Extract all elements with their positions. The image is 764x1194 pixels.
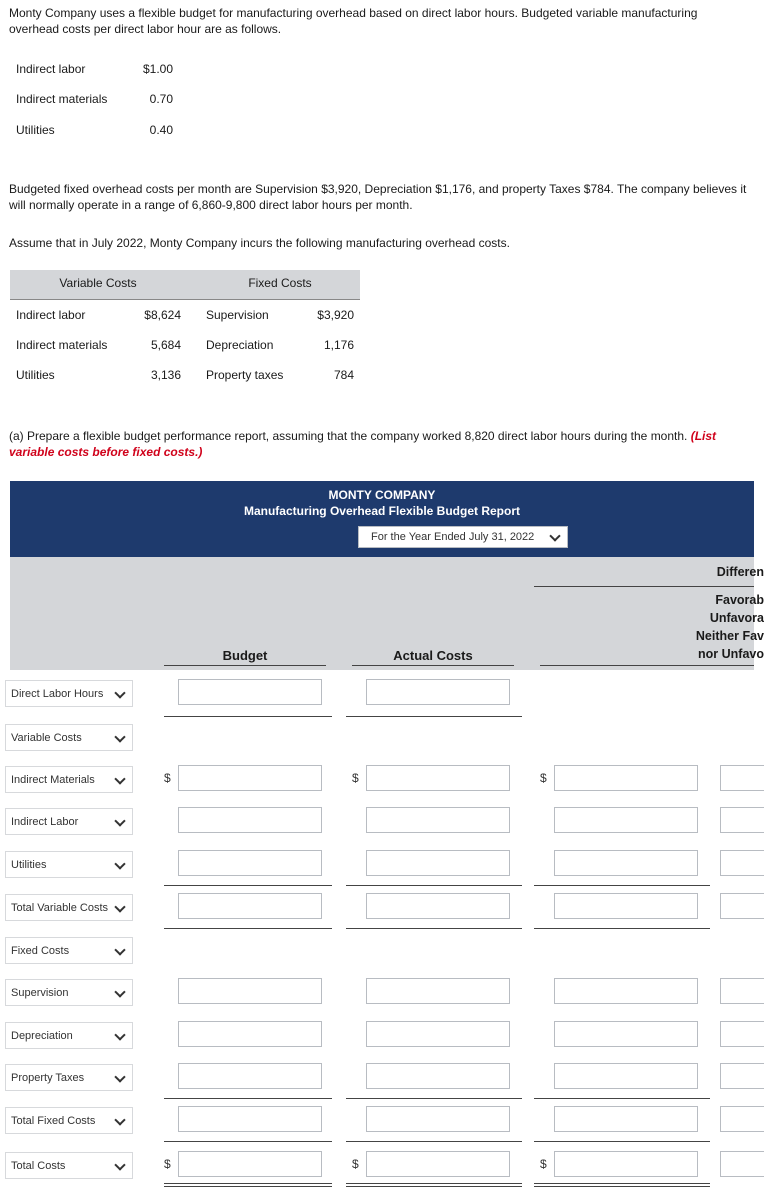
row-label-dropdown-utilities[interactable] — [5, 851, 133, 878]
row-label-dropdown-fixed-costs[interactable] — [5, 937, 133, 964]
budget-input-depreciation[interactable] — [178, 1021, 322, 1047]
row-label-text: Total Costs — [11, 1160, 66, 1172]
total-double-underline — [164, 1183, 332, 1184]
total-underline — [164, 1141, 332, 1142]
row-label-text: Indirect Materials — [11, 774, 95, 786]
total-underline — [346, 928, 522, 929]
row-label-text: Depreciation — [11, 1030, 73, 1042]
intro-paragraph-2: Budgeted fixed overhead costs per month are Supervision $3,920, Depreciation $1,176, and property Taxes $784. The company believes it will normally operate in a range of 6,860-9,800 direct labor hours per month. — [9, 182, 747, 212]
row-label-text: Indirect Labor — [11, 816, 79, 828]
actual-dollar-sign: $ — [352, 771, 359, 785]
total-underline — [164, 716, 332, 717]
total-underline — [346, 885, 522, 886]
chevron-down-icon — [114, 1071, 125, 1082]
report-company-name: MONTY COMPANY — [328, 488, 436, 502]
difference-type-dropdown-total-fixed-costs[interactable] — [720, 1106, 764, 1132]
difference-type-dropdown-total-variable-costs[interactable] — [720, 893, 764, 919]
actual-vlabel-2: Indirect materials — [16, 338, 108, 352]
row-label-text: Variable Costs — [11, 732, 82, 744]
difference-input-total-variable-costs[interactable] — [554, 893, 698, 919]
fixed-costs-header: Fixed Costs — [248, 276, 312, 290]
intro-paragraph-1: Monty Company uses a flexible budget for manufacturing overhead based on direct labor hours. Budgeted variable manufacturing overhead costs per direct labor hour are as follows. — [9, 6, 698, 36]
row-label-dropdown-indirect-labor[interactable] — [5, 808, 133, 835]
period-dropdown[interactable] — [358, 526, 568, 548]
difference-dollar-sign: $ — [540, 771, 547, 785]
difference-bottom-rule — [540, 665, 754, 666]
costs-table-header-rule — [10, 299, 360, 300]
budget-input-utilities[interactable] — [178, 850, 322, 876]
difference-header-line-2: Favorab — [715, 593, 764, 607]
row-label-dropdown-total-variable-costs[interactable] — [5, 894, 133, 921]
row-label-text: Total Fixed Costs — [11, 1115, 96, 1127]
chevron-down-icon — [114, 944, 125, 955]
actual-vlabel-1: Indirect labor — [16, 308, 86, 322]
difference-input-depreciation[interactable] — [554, 1021, 698, 1047]
budget-column-header: Budget — [222, 648, 268, 663]
actual-flabel-3: Property taxes — [206, 368, 284, 382]
variable-costs-header: Variable Costs — [59, 276, 137, 290]
chevron-down-icon — [114, 687, 125, 698]
total-double-underline — [534, 1186, 710, 1187]
total-underline — [534, 1098, 710, 1099]
budget-input-direct-labor-hours[interactable] — [178, 679, 322, 705]
total-double-underline — [534, 1183, 710, 1184]
budget-input-total-costs[interactable] — [178, 1151, 322, 1177]
difference-header — [560, 563, 764, 663]
total-underline — [164, 885, 332, 886]
row-label-text: Property Taxes — [11, 1072, 85, 1084]
row-label-dropdown-depreciation[interactable] — [5, 1022, 133, 1049]
chevron-down-icon — [114, 858, 125, 869]
difference-header-line-1: Differen — [716, 565, 764, 579]
actual-input-total-fixed-costs[interactable] — [366, 1106, 510, 1132]
actual-input-property-taxes[interactable] — [366, 1063, 510, 1089]
row-label-text: Total Variable Costs — [11, 902, 109, 914]
difference-input-total-costs[interactable] — [554, 1151, 698, 1177]
difference-input-property-taxes[interactable] — [554, 1063, 698, 1089]
budget-input-supervision[interactable] — [178, 978, 322, 1004]
total-underline — [164, 1098, 332, 1099]
difference-input-indirect-materials[interactable] — [554, 765, 698, 791]
actual-input-indirect-labor[interactable] — [366, 807, 510, 833]
total-double-underline — [346, 1183, 522, 1184]
actual-header-rule — [352, 665, 514, 666]
chevron-down-icon — [114, 1114, 125, 1125]
row-label-dropdown-property-taxes[interactable] — [5, 1064, 133, 1091]
actual-fvalue-1: $3,920 — [317, 308, 354, 322]
row-label-dropdown-total-costs[interactable] — [5, 1152, 133, 1179]
budget-dollar-sign: $ — [164, 771, 171, 785]
budget-input-property-taxes[interactable] — [178, 1063, 322, 1089]
difference-type-dropdown-indirect-labor[interactable] — [720, 807, 764, 833]
total-underline — [346, 716, 522, 717]
row-label-text: Fixed Costs — [11, 945, 70, 957]
actual-flabel-2: Depreciation — [206, 338, 274, 352]
question-main: (a) Prepare a flexible budget performance report, assuming that the company worked 8,820 direct labor hours during the month. — [9, 429, 688, 443]
difference-input-indirect-labor[interactable] — [554, 807, 698, 833]
total-underline — [346, 1098, 522, 1099]
difference-type-dropdown-supervision[interactable] — [720, 978, 764, 1004]
budget-input-indirect-materials[interactable] — [178, 765, 322, 791]
chevron-down-icon — [549, 530, 560, 541]
actual-vvalue-3: 3,136 — [150, 368, 181, 382]
difference-input-utilities[interactable] — [554, 850, 698, 876]
actual-input-indirect-materials[interactable] — [366, 765, 510, 791]
rate-value-indirect-materials: 0.70 — [149, 92, 173, 106]
actual-dollar-sign: $ — [352, 1157, 359, 1171]
rate-value-utilities: 0.40 — [149, 123, 173, 137]
chevron-down-icon — [114, 815, 125, 826]
difference-header-line-3: Unfavora — [709, 611, 764, 625]
row-label-dropdown-indirect-materials[interactable] — [5, 766, 133, 793]
row-label-dropdown-direct-labor-hours[interactable] — [5, 680, 133, 707]
row-label-dropdown-total-fixed-costs[interactable] — [5, 1107, 133, 1134]
row-label-dropdown-variable-costs[interactable] — [5, 724, 133, 751]
actual-input-total-costs[interactable] — [366, 1151, 510, 1177]
total-double-underline — [164, 1186, 332, 1187]
actual-flabel-1: Supervision — [206, 308, 269, 322]
chevron-down-icon — [114, 986, 125, 997]
difference-header-line-4: Neither Fav — [695, 629, 764, 643]
total-underline — [534, 885, 710, 886]
difference-type-dropdown-total-costs[interactable] — [720, 1151, 764, 1177]
difference-type-dropdown-property-taxes[interactable] — [720, 1063, 764, 1089]
total-underline — [164, 928, 332, 929]
actual-fvalue-3: 784 — [333, 368, 354, 382]
budget-header-rule — [164, 665, 326, 666]
budget-input-total-fixed-costs[interactable] — [178, 1106, 322, 1132]
chevron-down-icon — [114, 773, 125, 784]
budget-input-indirect-labor[interactable] — [178, 807, 322, 833]
difference-dollar-sign: $ — [540, 1157, 547, 1171]
actual-input-supervision[interactable] — [366, 978, 510, 1004]
rate-label-indirect-labor: Indirect labor — [16, 62, 86, 76]
actual-input-utilities[interactable] — [366, 850, 510, 876]
row-label-text: Supervision — [11, 987, 69, 999]
actual-vlabel-3: Utilities — [16, 368, 55, 382]
chevron-down-icon — [114, 901, 125, 912]
difference-header-line-5: nor Unfavo — [698, 647, 764, 661]
row-label-text: Direct Labor Hours — [11, 688, 104, 700]
difference-type-dropdown-indirect-materials[interactable] — [720, 765, 764, 791]
period-dropdown-value: For the Year Ended July 31, 2022 — [371, 531, 535, 543]
difference-input-supervision[interactable] — [554, 978, 698, 1004]
budget-input-total-variable-costs[interactable] — [178, 893, 322, 919]
difference-type-dropdown-depreciation[interactable] — [720, 1021, 764, 1047]
chevron-down-icon — [114, 731, 125, 742]
rate-label-utilities: Utilities — [16, 123, 55, 137]
total-double-underline — [346, 1186, 522, 1187]
actual-vvalue-2: 5,684 — [150, 338, 181, 352]
actual-column-header: Actual Costs — [393, 648, 473, 663]
question-instruction: (List variable costs before fixed costs.) — [9, 429, 717, 459]
report-title: Manufacturing Overhead Flexible Budget Report — [243, 504, 521, 518]
difference-input-total-fixed-costs[interactable] — [554, 1106, 698, 1132]
budget-dollar-sign: $ — [164, 1157, 171, 1171]
chevron-down-icon — [114, 1029, 125, 1040]
chevron-down-icon — [114, 1159, 125, 1170]
total-underline — [346, 1141, 522, 1142]
total-underline — [534, 928, 710, 929]
rate-label-indirect-materials: Indirect materials — [16, 92, 108, 106]
row-label-text: Utilities — [11, 859, 47, 871]
row-label-dropdown-supervision[interactable] — [5, 979, 133, 1006]
question-text — [9, 428, 749, 460]
actual-input-direct-labor-hours[interactable] — [366, 679, 510, 705]
actual-input-depreciation[interactable] — [366, 1021, 510, 1047]
difference-type-dropdown-utilities[interactable] — [720, 850, 764, 876]
actual-fvalue-2: 1,176 — [323, 338, 354, 352]
total-underline — [534, 1141, 710, 1142]
rate-value-indirect-labor: $1.00 — [142, 62, 173, 76]
actual-vvalue-1: $8,624 — [144, 308, 181, 322]
intro-paragraph-3: Assume that in July 2022, Monty Company incurs the following manufacturing overhead costs. — [9, 236, 510, 250]
actual-input-total-variable-costs[interactable] — [366, 893, 510, 919]
